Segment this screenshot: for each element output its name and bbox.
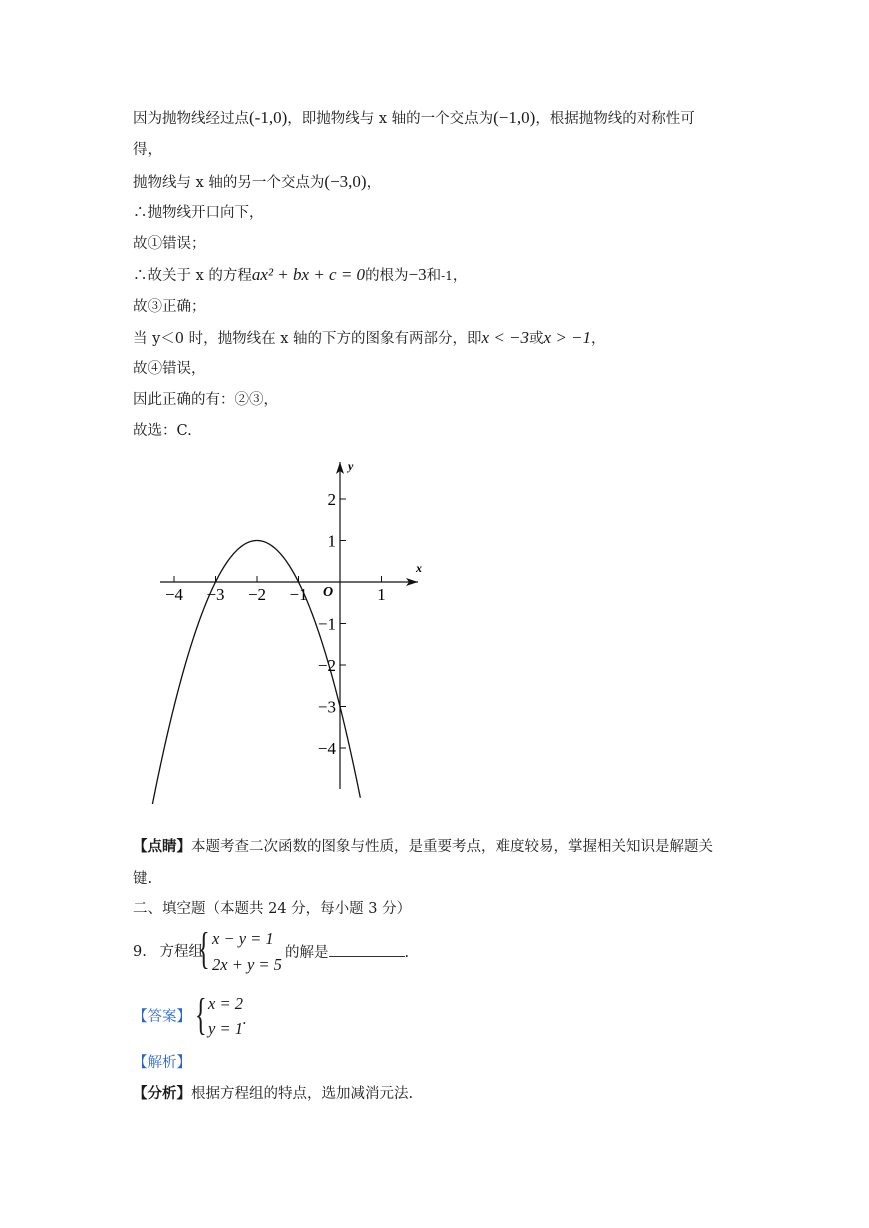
x-tick-label: −2 <box>247 585 267 604</box>
section-heading: 二、填空题（本题共 24 分，每小题 3 分） <box>133 901 412 917</box>
solution-line-11: 故选：C. <box>133 423 192 439</box>
point-a: (-1,0) <box>249 108 288 127</box>
answer-eq2: y = 1 <box>208 1019 243 1038</box>
condition-2: x > −1 <box>543 328 592 347</box>
question-eq2: 2x + y = 5 <box>212 955 282 974</box>
text: 抛物线与 x 轴的另一个交点为 <box>133 175 325 191</box>
text: ∴故关于 x 的方程 <box>133 268 252 284</box>
comment-tag: 【点睛】 <box>133 838 191 855</box>
point-b: (−1,0) <box>493 108 536 127</box>
question-pre: 方程组 <box>159 944 203 960</box>
ticks <box>174 499 382 748</box>
question-end: . <box>404 945 410 961</box>
y-axis-label: y <box>348 459 354 473</box>
point-c: (−3,0) <box>324 172 367 191</box>
answer-end: . <box>242 1012 247 1028</box>
x-axis-label: x <box>416 561 422 575</box>
question-eq1: x − y = 1 <box>212 929 274 948</box>
answer-tag: 【答案】 <box>133 1009 191 1025</box>
solution-line-5: 故①错误； <box>133 236 206 252</box>
solution-line-6 <box>133 265 467 286</box>
y-tick-label: −4 <box>317 739 336 758</box>
question-brace: { <box>198 924 210 973</box>
question-number: 9. <box>133 944 147 960</box>
y-tick-label: 1 <box>327 531 336 551</box>
root-1: −3 <box>408 265 427 284</box>
text: 和 <box>426 268 442 284</box>
solution-line-1 <box>133 108 695 129</box>
answer-blank <box>329 942 405 957</box>
fenxi-tag: 【分析】 <box>133 1085 191 1102</box>
solution-line-8 <box>133 328 606 349</box>
text: ，即抛物线与 x 轴的一个交点为 <box>287 111 494 127</box>
fenxi-line <box>133 1084 413 1104</box>
text: 或 <box>529 331 544 347</box>
x-tick-label: −1 <box>289 585 308 604</box>
comment-line-1 <box>133 837 713 857</box>
text: 的根为 <box>365 268 409 284</box>
parabola-graph <box>148 454 438 804</box>
comment-text: 本题考查二次函数的图象与性质，是重要考点，难度较易，掌握相关知识是解题关 <box>191 839 713 855</box>
analysis-tag: 【解析】 <box>133 1055 191 1071</box>
comment-line-2: 键. <box>133 871 153 887</box>
question-post: 的解是 <box>285 945 329 961</box>
y-tick-label: −3 <box>317 697 336 717</box>
answer-eq1: x = 2 <box>208 994 243 1013</box>
text: ， <box>452 268 468 284</box>
x-tick-label: 1 <box>377 585 386 604</box>
text: ， <box>591 331 606 347</box>
condition-1: x < −3 <box>481 328 530 347</box>
y-tick-label: 2 <box>327 490 336 509</box>
solution-line-10: 因此正确的有：②③， <box>133 392 278 408</box>
x-tick-label: −3 <box>206 585 225 604</box>
text: 当 y＜0 时，抛物线在 x 轴的下方的图象有两部分，即 <box>133 331 482 347</box>
y-tick-label: −2 <box>317 656 336 675</box>
equation: ax² + bx + c = 0 <box>251 265 366 284</box>
origin-label: O <box>323 585 334 600</box>
solution-line-4: ∴抛物线开口向下， <box>133 205 264 221</box>
fenxi-text: 根据方程组的特点，选加减消元法. <box>191 1086 414 1102</box>
text: 因为抛物线经过点 <box>133 111 249 127</box>
question-tail <box>285 942 409 963</box>
root-2: -1 <box>441 269 453 283</box>
solution-line-7: 故③正确； <box>133 299 206 315</box>
solution-line-2: 得， <box>133 142 162 158</box>
x-tick-label: −4 <box>164 585 184 604</box>
question-9 <box>133 942 203 962</box>
text: ，根据抛物线的对称性可 <box>535 111 695 127</box>
text: ， <box>366 175 382 191</box>
axes <box>160 462 418 789</box>
solution-line-9: 故④错误， <box>133 361 206 377</box>
answer-brace: { <box>195 990 207 1039</box>
y-tick-label: −1 <box>317 614 336 634</box>
solution-line-3 <box>133 172 381 193</box>
